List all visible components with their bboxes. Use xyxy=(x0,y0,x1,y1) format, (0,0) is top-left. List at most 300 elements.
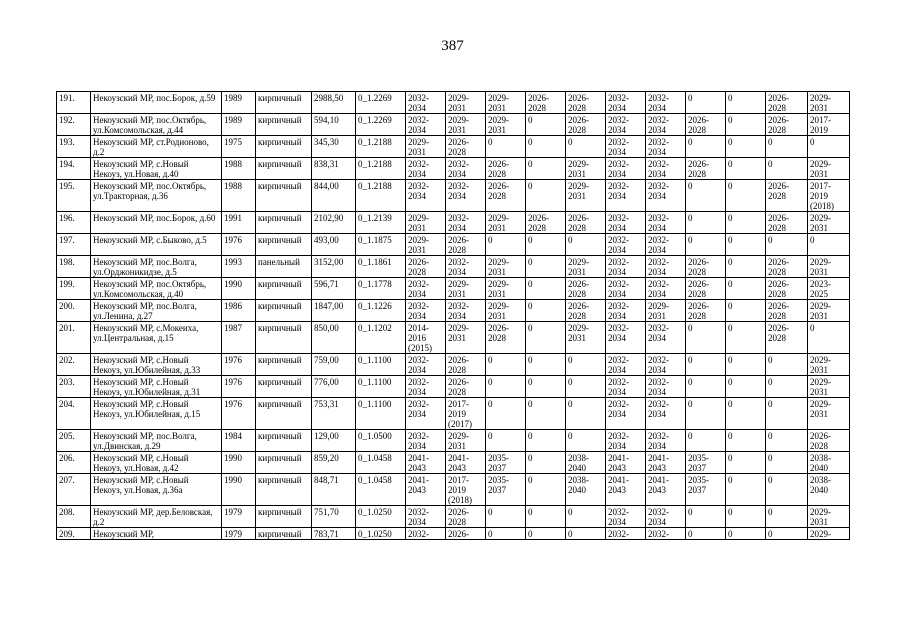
schedule-cell: 2026- 2028 xyxy=(686,278,726,300)
schedule-cell: 0 xyxy=(526,300,566,322)
table-row xyxy=(57,474,850,506)
schedule-cell: 0 xyxy=(686,92,726,114)
address-cell: Некоузский МР, xyxy=(91,528,222,540)
schedule-cell: 2032- 2034 xyxy=(606,278,646,300)
schedule-cell: 2032- 2034 xyxy=(606,114,646,136)
schedule-cell: 2035- 2037 xyxy=(686,452,726,474)
table-row xyxy=(57,278,850,300)
row-number: 206. xyxy=(57,452,91,474)
material-cell: кирпичный xyxy=(256,180,312,212)
schedule-cell: 0 xyxy=(686,180,726,212)
code-cell: 0_1.2269 xyxy=(356,114,406,136)
schedule-cell: 2038- 2040 xyxy=(808,474,850,506)
area-cell: 345,30 xyxy=(312,136,356,158)
schedule-cell: 2032- 2034 xyxy=(406,114,446,136)
schedule-cell: 2032- xyxy=(606,528,646,540)
schedule-cell: 2041- 2043 xyxy=(646,452,686,474)
year-cell: 1976 xyxy=(222,234,256,256)
schedule-cell: 2026- xyxy=(446,528,486,540)
schedule-cell: 0 xyxy=(526,474,566,506)
area-cell: 1847,00 xyxy=(312,300,356,322)
schedule-cell: 2026- 2028 xyxy=(526,92,566,114)
schedule-cell: 2032- 2034 xyxy=(646,234,686,256)
schedule-cell: 2029- 2031 xyxy=(486,212,526,234)
row-number: 196. xyxy=(57,212,91,234)
address-cell: Некоузский МР, с.Новый Некоуз, ул.Новая, д.40 xyxy=(91,158,222,180)
address-cell: Некоузский МР, пос.Волга, ул.Двинская, д.29 xyxy=(91,430,222,452)
area-cell: 3152,00 xyxy=(312,256,356,278)
schedule-cell: 2032- 2034 xyxy=(406,158,446,180)
year-cell: 1989 xyxy=(222,92,256,114)
schedule-cell: 2026- 2028 xyxy=(486,322,526,354)
schedule-cell: 2017- 2019 xyxy=(808,114,850,136)
area-cell: 751,70 xyxy=(312,506,356,528)
schedule-cell: 2029- 2031 xyxy=(646,300,686,322)
row-number: 193. xyxy=(57,136,91,158)
schedule-cell: 2032- 2034 xyxy=(406,92,446,114)
schedule-cell: 2029- 2031 xyxy=(566,158,606,180)
schedule-cell: 2032- 2034 xyxy=(406,300,446,322)
area-cell: 596,71 xyxy=(312,278,356,300)
schedule-cell: 2032- 2034 xyxy=(646,278,686,300)
schedule-cell: 0 xyxy=(808,234,850,256)
schedule-cell: 2026- 2028 xyxy=(766,92,808,114)
schedule-cell: 2014- 2016 (2015) xyxy=(406,322,446,354)
schedule-cell: 2032- 2034 xyxy=(606,212,646,234)
material-cell: кирпичный xyxy=(256,234,312,256)
schedule-cell: 2026- 2028 xyxy=(766,180,808,212)
year-cell: 1988 xyxy=(222,158,256,180)
table-row xyxy=(57,136,850,158)
schedule-cell: 2029- 2031 xyxy=(406,234,446,256)
address-cell: Некоузский МР, пос.Борок, д.60 xyxy=(91,212,222,234)
code-cell: 0_1.0458 xyxy=(356,474,406,506)
schedule-cell: 2032- 2034 xyxy=(606,300,646,322)
schedule-cell: 0 xyxy=(566,376,606,398)
schedule-cell: 2029- 2031 xyxy=(486,92,526,114)
row-number: 203. xyxy=(57,376,91,398)
address-cell: Некоузский МР, с.Новый Некоуз, ул.Новая, д.36а xyxy=(91,474,222,506)
schedule-cell: 2029- 2031 xyxy=(808,398,850,430)
table-row xyxy=(57,180,850,212)
schedule-cell: 2026- 2028 xyxy=(686,114,726,136)
material-cell: кирпичный xyxy=(256,376,312,398)
table-row xyxy=(57,300,850,322)
schedule-cell: 2032- 2034 xyxy=(646,354,686,376)
schedule-cell: 2032- 2034 xyxy=(646,158,686,180)
material-cell: кирпичный xyxy=(256,506,312,528)
row-number: 202. xyxy=(57,354,91,376)
year-cell: 1988 xyxy=(222,180,256,212)
schedule-cell: 2017- 2019 (2018) xyxy=(446,474,486,506)
year-cell: 1989 xyxy=(222,114,256,136)
schedule-cell: 2035- 2037 xyxy=(686,474,726,506)
schedule-cell: 2029- 2031 xyxy=(808,354,850,376)
material-cell: кирпичный xyxy=(256,474,312,506)
schedule-cell: 0 xyxy=(766,376,808,398)
table-row xyxy=(57,528,850,540)
address-cell: Некоузский МР, дер.Беловская, д.2 xyxy=(91,506,222,528)
schedule-cell: 0 xyxy=(726,398,766,430)
schedule-cell: 2041- 2043 xyxy=(606,452,646,474)
schedule-cell: 0 xyxy=(566,136,606,158)
schedule-cell: 2032- 2034 xyxy=(606,234,646,256)
row-number: 199. xyxy=(57,278,91,300)
code-cell: 0_1.0500 xyxy=(356,430,406,452)
schedule-cell: 0 xyxy=(526,398,566,430)
schedule-cell: 0 xyxy=(526,158,566,180)
schedule-cell: 0 xyxy=(726,114,766,136)
code-cell: 0_1.1861 xyxy=(356,256,406,278)
schedule-cell: 2029- 2031 xyxy=(406,136,446,158)
schedule-cell: 2032- xyxy=(406,528,446,540)
year-cell: 1976 xyxy=(222,376,256,398)
schedule-cell: 2017- 2019 (2018) xyxy=(808,180,850,212)
schedule-cell: 0 xyxy=(526,278,566,300)
page-number: 387 xyxy=(441,38,464,54)
year-cell: 1990 xyxy=(222,278,256,300)
schedule-cell: 2032- 2034 xyxy=(606,398,646,430)
schedule-cell: 2032- 2034 xyxy=(646,256,686,278)
schedule-cell: 0 xyxy=(686,212,726,234)
schedule-cell: 2032- 2034 xyxy=(646,322,686,354)
schedule-cell: 2029- 2031 xyxy=(566,180,606,212)
year-cell: 1976 xyxy=(222,398,256,430)
area-cell: 838,31 xyxy=(312,158,356,180)
address-cell: Некоузский МР, с.Новый Некоуз, ул.Новая, д.42 xyxy=(91,452,222,474)
schedule-cell: 2041- 2043 xyxy=(446,452,486,474)
schedule-cell: 0 xyxy=(686,528,726,540)
schedule-cell: 0 xyxy=(486,136,526,158)
schedule-cell: 0 xyxy=(686,322,726,354)
schedule-cell: 0 xyxy=(686,398,726,430)
schedule-cell: 0 xyxy=(726,376,766,398)
table-row xyxy=(57,212,850,234)
schedule-cell: 2032- 2034 xyxy=(606,354,646,376)
schedule-cell: 2038- 2040 xyxy=(566,452,606,474)
row-number: 198. xyxy=(57,256,91,278)
schedule-cell: 2041- 2043 xyxy=(646,474,686,506)
area-cell: 493,00 xyxy=(312,234,356,256)
schedule-cell: 2038- 2040 xyxy=(566,474,606,506)
schedule-cell: 2029- 2031 xyxy=(566,322,606,354)
schedule-cell: 2032- 2034 xyxy=(606,136,646,158)
area-cell: 594,10 xyxy=(312,114,356,136)
code-cell: 0_1.2139 xyxy=(356,212,406,234)
schedule-cell: 2029- 2031 xyxy=(566,256,606,278)
material-cell: кирпичный xyxy=(256,322,312,354)
schedule-cell: 2029- 2031 xyxy=(808,506,850,528)
year-cell: 1979 xyxy=(222,506,256,528)
schedule-cell: 2041- 2043 xyxy=(406,452,446,474)
schedule-cell: 0 xyxy=(526,506,566,528)
schedule-cell: 2026- 2028 xyxy=(486,180,526,212)
table-row xyxy=(57,234,850,256)
row-number: 208. xyxy=(57,506,91,528)
area-cell: 753,31 xyxy=(312,398,356,430)
schedule-cell: 0 xyxy=(566,430,606,452)
schedule-cell: 0 xyxy=(726,234,766,256)
schedule-cell: 0 xyxy=(686,506,726,528)
schedule-cell: 0 xyxy=(486,430,526,452)
schedule-cell: 0 xyxy=(726,256,766,278)
schedule-cell: 2029- 2031 xyxy=(808,256,850,278)
schedule-cell: 0 xyxy=(686,234,726,256)
schedule-cell: 2032- 2034 xyxy=(646,212,686,234)
address-cell: Некоузский МР, пос.Октябрь, ул.Комсомольская, д.40 xyxy=(91,278,222,300)
row-number: 209. xyxy=(57,528,91,540)
address-cell: Некоузский МР, пос.Волга, ул.Ленина, д.27 xyxy=(91,300,222,322)
schedule-cell: 2032- 2034 xyxy=(606,376,646,398)
schedule-cell: 2029- 2031 xyxy=(486,300,526,322)
schedule-cell: 2023- 2025 xyxy=(808,278,850,300)
material-cell: кирпичный xyxy=(256,278,312,300)
table-row xyxy=(57,92,850,114)
schedule-cell: 0 xyxy=(766,506,808,528)
schedule-cell: 2029- 2031 xyxy=(486,278,526,300)
schedule-cell: 2026- 2028 xyxy=(766,322,808,354)
schedule-cell: 0 xyxy=(726,136,766,158)
schedule-cell: 2029- xyxy=(808,528,850,540)
schedule-cell: 0 xyxy=(808,322,850,354)
schedule-cell: 0 xyxy=(766,452,808,474)
row-number: 192. xyxy=(57,114,91,136)
schedule-cell: 2032- 2034 xyxy=(606,430,646,452)
table-row xyxy=(57,158,850,180)
schedule-cell: 0 xyxy=(808,136,850,158)
area-cell: 759,00 xyxy=(312,354,356,376)
repair-schedule-table xyxy=(56,91,850,540)
schedule-cell: 2032- 2034 xyxy=(646,180,686,212)
schedule-cell: 0 xyxy=(726,180,766,212)
material-cell: кирпичный xyxy=(256,212,312,234)
code-cell: 0_1.2188 xyxy=(356,180,406,212)
schedule-cell: 0 xyxy=(526,322,566,354)
table-row xyxy=(57,430,850,452)
material-cell: кирпичный xyxy=(256,136,312,158)
schedule-cell: 0 xyxy=(726,300,766,322)
material-cell: кирпичный xyxy=(256,528,312,540)
schedule-cell: 0 xyxy=(486,234,526,256)
schedule-cell: 2032- 2034 xyxy=(646,506,686,528)
address-cell: Некоузский МР, с.Новый Некоуз, ул.Юбилейная, д.31 xyxy=(91,376,222,398)
address-cell: Некоузский МР, с.Новый Некоуз, ул.Юбилейная, д.15 xyxy=(91,398,222,430)
area-cell: 859,20 xyxy=(312,452,356,474)
schedule-cell: 2032- 2034 xyxy=(446,212,486,234)
schedule-cell: 0 xyxy=(766,474,808,506)
table-row xyxy=(57,256,850,278)
schedule-cell: 0 xyxy=(526,528,566,540)
schedule-cell: 2032- 2034 xyxy=(406,430,446,452)
schedule-cell: 2026- 2028 xyxy=(686,256,726,278)
schedule-cell: 2029- 2031 xyxy=(808,212,850,234)
schedule-cell: 2032- 2034 xyxy=(446,300,486,322)
year-cell: 1990 xyxy=(222,474,256,506)
schedule-cell: 0 xyxy=(766,234,808,256)
schedule-cell: 2026- 2028 xyxy=(686,300,726,322)
schedule-cell: 0 xyxy=(766,158,808,180)
row-number: 197. xyxy=(57,234,91,256)
material-cell: кирпичный xyxy=(256,430,312,452)
material-cell: кирпичный xyxy=(256,114,312,136)
code-cell: 0_1.1100 xyxy=(356,398,406,430)
schedule-cell: 2032- 2034 xyxy=(606,92,646,114)
code-cell: 0_1.0250 xyxy=(356,506,406,528)
schedule-cell: 0 xyxy=(726,92,766,114)
schedule-cell: 2032- 2034 xyxy=(606,180,646,212)
code-cell: 0_1.1226 xyxy=(356,300,406,322)
code-cell: 0_1.2188 xyxy=(356,136,406,158)
row-number: 194. xyxy=(57,158,91,180)
code-cell: 0_1.1100 xyxy=(356,354,406,376)
schedule-cell: 2029- 2031 xyxy=(808,376,850,398)
row-number: 207. xyxy=(57,474,91,506)
schedule-cell: 0 xyxy=(526,256,566,278)
row-number: 200. xyxy=(57,300,91,322)
code-cell: 0_1.2269 xyxy=(356,92,406,114)
schedule-cell: 0 xyxy=(526,114,566,136)
schedule-cell: 0 xyxy=(566,234,606,256)
schedule-cell: 2032- 2034 xyxy=(646,398,686,430)
schedule-cell: 2032- 2034 xyxy=(606,158,646,180)
address-cell: Некоузский МР, пос.Волга, ул.Орджоникидзе, д.5 xyxy=(91,256,222,278)
schedule-cell: 2026- 2028 xyxy=(406,256,446,278)
schedule-cell: 2032- 2034 xyxy=(406,506,446,528)
schedule-cell: 2032- 2034 xyxy=(606,256,646,278)
schedule-cell: 2026- 2028 xyxy=(446,234,486,256)
schedule-cell: 2041- 2043 xyxy=(406,474,446,506)
schedule-cell: 2032- 2034 xyxy=(446,158,486,180)
area-cell: 848,71 xyxy=(312,474,356,506)
schedule-cell: 2032- 2034 xyxy=(406,278,446,300)
schedule-cell: 2026- 2028 xyxy=(566,278,606,300)
schedule-cell: 2032- 2034 xyxy=(646,114,686,136)
schedule-cell: 0 xyxy=(486,354,526,376)
schedule-cell: 0 xyxy=(686,376,726,398)
code-cell: 0_1.1202 xyxy=(356,322,406,354)
year-cell: 1990 xyxy=(222,452,256,474)
schedule-cell: 2032- 2034 xyxy=(406,376,446,398)
schedule-cell: 0 xyxy=(686,354,726,376)
address-cell: Некоузский МР, с.Быково, д.5 xyxy=(91,234,222,256)
schedule-cell: 2029- 2031 xyxy=(808,300,850,322)
schedule-cell: 0 xyxy=(486,376,526,398)
schedule-cell: 0 xyxy=(566,354,606,376)
area-cell: 783,71 xyxy=(312,528,356,540)
schedule-cell: 0 xyxy=(486,506,526,528)
schedule-cell: 2026- 2028 xyxy=(566,92,606,114)
schedule-cell: 0 xyxy=(686,136,726,158)
schedule-cell: 0 xyxy=(766,354,808,376)
schedule-cell: 2032- 2034 xyxy=(406,354,446,376)
schedule-cell: 2029- 2031 xyxy=(808,92,850,114)
address-cell: Некоузский МР, пос.Борок, д.59 xyxy=(91,92,222,114)
schedule-cell: 0 xyxy=(526,430,566,452)
address-cell: Некоузский МР, пос.Октябрь, ул.Тракторная, д.36 xyxy=(91,180,222,212)
schedule-cell: 0 xyxy=(566,528,606,540)
schedule-cell: 0 xyxy=(726,528,766,540)
code-cell: 0_1.1778 xyxy=(356,278,406,300)
schedule-cell: 0 xyxy=(726,452,766,474)
material-cell: кирпичный xyxy=(256,398,312,430)
schedule-cell: 2026- 2028 xyxy=(766,114,808,136)
schedule-cell: 2032- 2034 xyxy=(446,180,486,212)
year-cell: 1976 xyxy=(222,354,256,376)
schedule-cell: 2035- 2037 xyxy=(486,452,526,474)
code-cell: 0_1.1100 xyxy=(356,376,406,398)
schedule-cell: 2032- xyxy=(646,528,686,540)
schedule-cell: 2026- 2028 xyxy=(566,114,606,136)
row-number: 205. xyxy=(57,430,91,452)
schedule-cell: 2032- 2034 xyxy=(406,398,446,430)
schedule-cell: 2032- 2034 xyxy=(606,506,646,528)
schedule-cell: 0 xyxy=(726,212,766,234)
schedule-cell: 0 xyxy=(726,278,766,300)
code-cell: 0_1.0458 xyxy=(356,452,406,474)
material-cell: кирпичный xyxy=(256,452,312,474)
schedule-cell: 0 xyxy=(526,180,566,212)
address-cell: Некоузский МР, пос.Октябрь, ул.Комсомольская, д.44 xyxy=(91,114,222,136)
year-cell: 1984 xyxy=(222,430,256,452)
schedule-cell: 2026- 2028 xyxy=(766,212,808,234)
schedule-cell: 2026- 2028 xyxy=(686,158,726,180)
area-cell: 844,00 xyxy=(312,180,356,212)
schedule-cell: 0 xyxy=(726,474,766,506)
table-row xyxy=(57,506,850,528)
schedule-cell: 0 xyxy=(566,398,606,430)
schedule-cell: 2032- 2034 xyxy=(446,256,486,278)
table-row xyxy=(57,398,850,430)
schedule-cell: 0 xyxy=(766,430,808,452)
schedule-cell: 2029- 2031 xyxy=(486,256,526,278)
schedule-cell: 0 xyxy=(766,528,808,540)
schedule-cell: 0 xyxy=(526,452,566,474)
schedule-cell: 2029- 2031 xyxy=(446,92,486,114)
schedule-cell: 0 xyxy=(526,376,566,398)
schedule-cell: 2026- 2028 xyxy=(446,376,486,398)
schedule-cell: 0 xyxy=(766,398,808,430)
schedule-cell: 2026- 2028 xyxy=(446,354,486,376)
schedule-cell: 2041- 2043 xyxy=(606,474,646,506)
area-cell: 776,00 xyxy=(312,376,356,398)
material-cell: кирпичный xyxy=(256,92,312,114)
schedule-cell: 2026- 2028 xyxy=(808,430,850,452)
schedule-cell: 2026- 2028 xyxy=(766,300,808,322)
schedule-cell: 2032- 2034 xyxy=(646,430,686,452)
schedule-cell: 0 xyxy=(726,158,766,180)
year-cell: 1975 xyxy=(222,136,256,158)
schedule-cell: 2026- 2028 xyxy=(486,158,526,180)
year-cell: 1987 xyxy=(222,322,256,354)
table-row xyxy=(57,114,850,136)
code-cell: 0_1.0250 xyxy=(356,528,406,540)
material-cell: панельный xyxy=(256,256,312,278)
schedule-cell: 2032- 2034 xyxy=(606,322,646,354)
schedule-cell: 2026- 2028 xyxy=(766,256,808,278)
schedule-cell: 0 xyxy=(726,430,766,452)
address-cell: Некоузский МР, ст.Родионово, д.2 xyxy=(91,136,222,158)
row-number: 204. xyxy=(57,398,91,430)
area-cell: 2988,50 xyxy=(312,92,356,114)
area-cell: 850,00 xyxy=(312,322,356,354)
schedule-cell: 2038- 2040 xyxy=(808,452,850,474)
schedule-cell: 0 xyxy=(526,136,566,158)
schedule-cell: 2032- 2034 xyxy=(646,136,686,158)
year-cell: 1991 xyxy=(222,212,256,234)
area-cell: 129,00 xyxy=(312,430,356,452)
row-number: 191. xyxy=(57,92,91,114)
schedule-cell: 2032- 2034 xyxy=(406,180,446,212)
